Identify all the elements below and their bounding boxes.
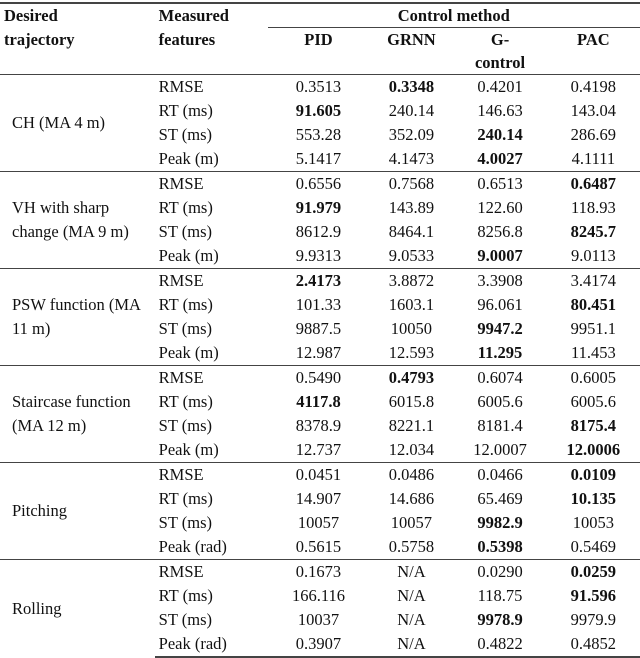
value-cell-grnn: 6015.8 <box>388 392 435 411</box>
value-cell-g-control: 65.469 <box>477 489 523 508</box>
value-cell-grnn: 14.686 <box>388 489 435 508</box>
value-cell-grnn: 143.89 <box>388 198 435 217</box>
header-method-pid: PID <box>304 30 333 49</box>
value-cell-g-control: 0.6513 <box>453 172 546 197</box>
feature-cell: ST (ms) <box>158 125 212 144</box>
value-cell-grnn: 4.1473 <box>388 149 435 168</box>
value-cell-grnn: 352.09 <box>388 125 435 144</box>
table-row <box>0 269 640 294</box>
feature-cell: ST (ms) <box>158 513 212 532</box>
feature-cell: ST (ms) <box>158 222 212 241</box>
value-cell-g-control: 118.75 <box>477 586 523 605</box>
value-cell-grnn: 12.593 <box>388 343 435 362</box>
value-cell-pid: 0.5490 <box>268 366 370 391</box>
value-cell-pid: 9.9313 <box>295 246 342 265</box>
value-cell-pac: 9.0113 <box>570 246 616 265</box>
value-cell-g-control: 9982.9 <box>477 513 523 532</box>
value-cell-grnn: 240.14 <box>388 101 435 120</box>
value-cell-grnn: 8221.1 <box>388 416 435 435</box>
table-row <box>0 366 640 391</box>
feature-cell: ST (ms) <box>158 416 212 435</box>
value-cell-grnn: 0.5758 <box>388 537 435 556</box>
value-cell-pac: 0.4852 <box>547 632 640 657</box>
value-cell-pac: 0.6005 <box>547 366 640 391</box>
value-cell-pid: 0.1673 <box>268 560 370 585</box>
feature-cell: Peak (m) <box>158 149 219 168</box>
value-cell-g-control: 8181.4 <box>477 416 523 435</box>
table-row <box>0 463 640 488</box>
value-cell-pid: 553.28 <box>295 125 342 144</box>
value-cell-g-control: 96.061 <box>477 295 523 314</box>
trajectory-cell: PSW function (MA 11 m) <box>0 269 155 366</box>
value-cell-g-control: 0.0466 <box>453 463 546 488</box>
value-cell-g-control: 12.0007 <box>473 440 527 459</box>
trajectory-cell: Rolling <box>0 560 155 658</box>
value-cell-pid: 5.1417 <box>295 149 342 168</box>
value-cell-pid: 166.116 <box>291 586 345 605</box>
value-cell-pid: 9887.5 <box>295 319 342 338</box>
feature-cell: RT (ms) <box>158 586 213 605</box>
value-cell-g-control: 122.60 <box>477 198 523 217</box>
value-cell-g-control: 0.6074 <box>453 366 546 391</box>
value-cell-pid: 2.4173 <box>268 269 370 294</box>
value-cell-pac: 0.4198 <box>547 75 640 100</box>
feature-cell: RT (ms) <box>158 489 213 508</box>
value-cell-pac: 118.93 <box>570 198 616 217</box>
value-cell-pid: 101.33 <box>295 295 342 314</box>
value-cell-pid: 14.907 <box>295 489 342 508</box>
value-cell-grnn: 9.0533 <box>388 246 435 265</box>
value-cell-pid: 4117.8 <box>296 392 341 411</box>
feature-cell: RMSE <box>155 75 268 100</box>
value-cell-g-control: 11.295 <box>477 343 523 362</box>
results-table <box>0 2 640 658</box>
feature-cell: Peak (rad) <box>155 632 268 657</box>
value-cell-grnn: 10050 <box>390 319 433 338</box>
table-row <box>0 560 640 585</box>
feature-cell: Peak (m) <box>158 343 219 362</box>
value-cell-grnn: 0.7568 <box>369 172 453 197</box>
value-cell-g-control: 8256.8 <box>477 222 523 241</box>
value-cell-grnn: 0.0486 <box>369 463 453 488</box>
value-cell-grnn: 10057 <box>390 513 433 532</box>
value-cell-grnn: 3.8872 <box>369 269 453 294</box>
value-cell-g-control: 0.5398 <box>477 537 523 556</box>
value-cell-pid: 91.979 <box>295 198 342 217</box>
value-cell-g-control: 0.0290 <box>453 560 546 585</box>
trajectory-cell: VH with sharp change (MA 9 m) <box>0 172 155 269</box>
value-cell-g-control: 146.63 <box>477 101 523 120</box>
value-cell-g-control: 9.0007 <box>477 246 523 265</box>
value-cell-g-control: 3.3908 <box>453 269 546 294</box>
value-cell-g-control: 6005.6 <box>477 392 523 411</box>
value-cell-pac: 3.4174 <box>547 269 640 294</box>
value-cell-pac: 4.1111 <box>571 149 616 168</box>
value-cell-pid: 8612.9 <box>295 222 342 241</box>
value-cell-pac: 0.0109 <box>547 463 640 488</box>
trajectory-cell: CH (MA 4 m) <box>0 75 155 172</box>
feature-cell: RT (ms) <box>158 295 213 314</box>
value-cell-pid: 12.737 <box>295 440 342 459</box>
value-cell-pac: 8175.4 <box>570 416 617 435</box>
table-row <box>0 172 640 197</box>
table-row <box>0 75 640 100</box>
value-cell-pac: 91.596 <box>570 586 617 605</box>
feature-cell: RMSE <box>155 560 268 585</box>
value-cell-pac: 0.6487 <box>547 172 640 197</box>
value-cell-pac: 10053 <box>572 513 614 532</box>
header-method-grnn: GRNN <box>387 30 436 49</box>
feature-cell: RMSE <box>155 172 268 197</box>
value-cell-g-control: 240.14 <box>477 125 523 144</box>
value-cell-grnn: N/A <box>397 610 426 629</box>
value-cell-pac: 143.04 <box>570 101 617 120</box>
feature-cell: Peak (rad) <box>158 537 227 556</box>
value-cell-pac: 9951.1 <box>570 319 617 338</box>
value-cell-grnn: N/A <box>397 586 426 605</box>
value-cell-g-control: 9947.2 <box>477 319 523 338</box>
feature-cell: RMSE <box>155 366 268 391</box>
header-control-method: Control method <box>268 3 640 28</box>
feature-cell: RMSE <box>155 463 268 488</box>
value-cell-grnn: 1603.1 <box>388 295 435 314</box>
value-cell-pac: 9979.9 <box>570 610 617 629</box>
trajectory-cell: Pitching <box>0 463 155 560</box>
feature-cell: RT (ms) <box>158 101 213 120</box>
value-cell-pid: 10037 <box>297 610 340 629</box>
value-cell-pid: 0.5615 <box>295 537 342 556</box>
value-cell-g-control: 9978.9 <box>477 610 523 629</box>
header-measured-features: Measured <box>155 3 268 28</box>
value-cell-g-control: 4.0027 <box>477 149 523 168</box>
feature-cell: RT (ms) <box>158 392 213 411</box>
value-cell-pid: 0.3907 <box>268 632 370 657</box>
value-cell-pid: 10057 <box>297 513 340 532</box>
value-cell-grnn: 0.4793 <box>369 366 453 391</box>
header-measured-features-line2: features <box>158 29 216 49</box>
value-cell-pac: 0.5469 <box>570 537 617 556</box>
value-cell-grnn: 8464.1 <box>388 222 435 241</box>
feature-cell: ST (ms) <box>158 610 212 629</box>
header-desired-trajectory: Desired <box>0 3 155 28</box>
feature-cell: RMSE <box>155 269 268 294</box>
header-method-g-control-line2: control <box>453 51 546 75</box>
header-desired-trajectory-line2: trajectory <box>4 29 75 49</box>
header-method-pac: PAC <box>576 30 610 49</box>
value-cell-pac: 11.453 <box>570 343 616 362</box>
value-cell-pac: 286.69 <box>570 125 617 144</box>
value-cell-grnn: N/A <box>369 632 453 657</box>
value-cell-pac: 6005.6 <box>570 392 617 411</box>
feature-cell: Peak (m) <box>158 246 219 265</box>
value-cell-pid: 12.987 <box>295 343 342 362</box>
value-cell-grnn: 0.3348 <box>369 75 453 100</box>
value-cell-grnn: 12.034 <box>388 440 435 459</box>
value-cell-grnn: N/A <box>369 560 453 585</box>
value-cell-g-control: 0.4822 <box>453 632 546 657</box>
value-cell-pid: 0.3513 <box>268 75 370 100</box>
value-cell-pid: 8378.9 <box>295 416 342 435</box>
value-cell-pid: 0.0451 <box>268 463 370 488</box>
feature-cell: ST (ms) <box>158 319 212 338</box>
value-cell-pid: 0.6556 <box>268 172 370 197</box>
header-method-g-control: G- <box>490 30 510 49</box>
feature-cell: RT (ms) <box>158 198 213 217</box>
value-cell-pac: 12.0006 <box>566 440 621 459</box>
trajectory-cell: Staircase function (MA 12 m) <box>0 366 155 463</box>
value-cell-pac: 0.0259 <box>547 560 640 585</box>
value-cell-pac: 80.451 <box>570 295 617 314</box>
value-cell-g-control: 0.4201 <box>453 75 546 100</box>
value-cell-pac: 8245.7 <box>570 222 617 241</box>
value-cell-pid: 91.605 <box>295 101 342 120</box>
feature-cell: Peak (m) <box>158 440 219 459</box>
value-cell-pac: 10.135 <box>570 489 617 508</box>
